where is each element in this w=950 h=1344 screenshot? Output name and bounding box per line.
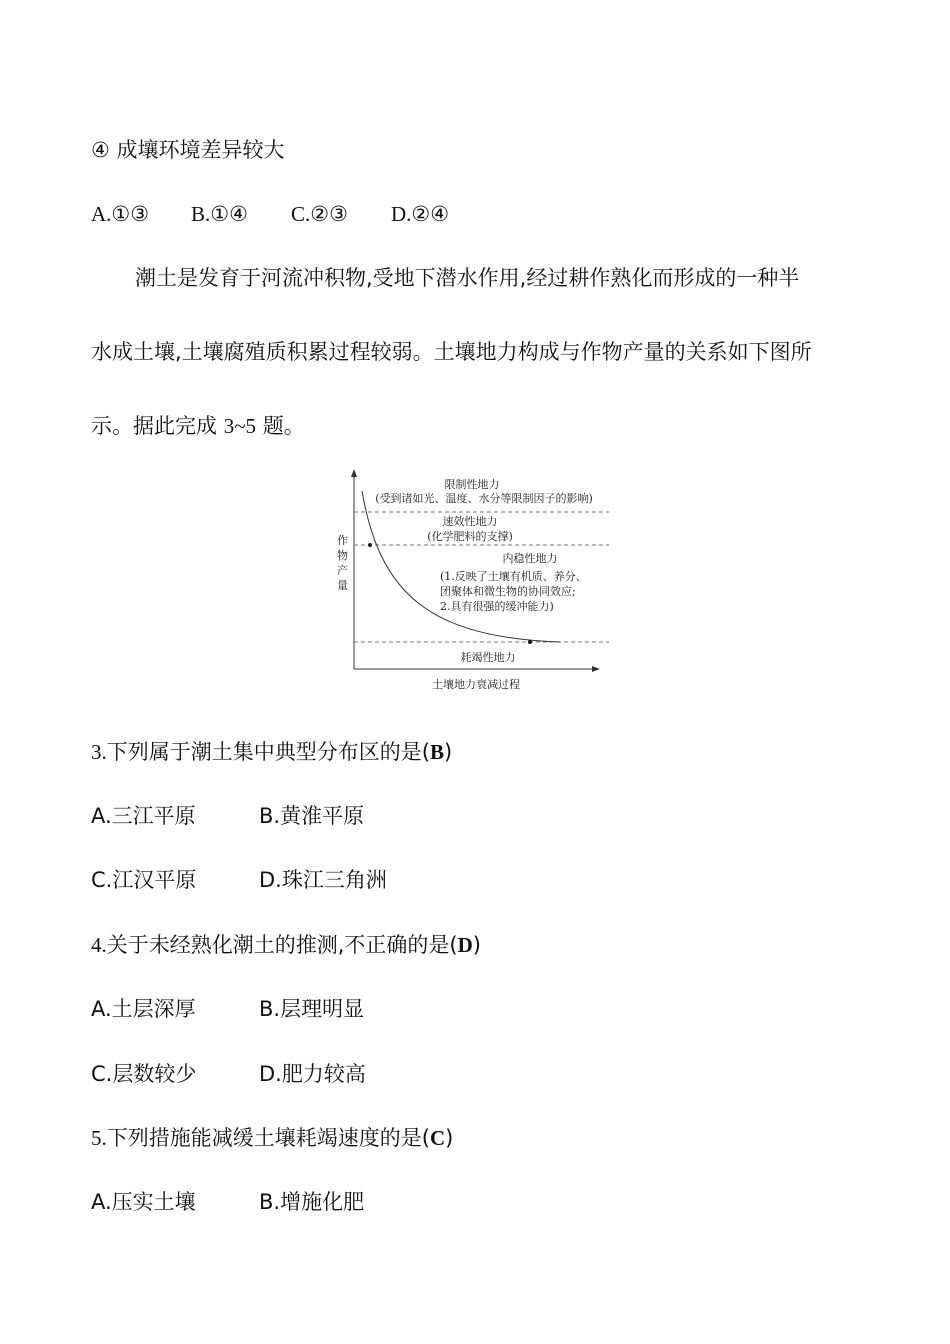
- q2-options: [91, 200, 449, 228]
- q2-option-c: C.②③: [291, 202, 348, 226]
- q4-answer: D: [457, 933, 473, 957]
- q3-answer: B: [429, 740, 444, 764]
- q5-option-a: A.压实土壤: [91, 1190, 196, 1214]
- q2-option-a: A.①③: [91, 202, 150, 226]
- y-label-char-3: 产: [337, 564, 348, 577]
- x-axis-arrow-icon: [592, 666, 600, 672]
- q3-options-row-2: [91, 866, 387, 894]
- curve-point-upper: [368, 543, 372, 547]
- q5-stem: 5.下列措施能减缓土壤耗竭速度的是(C): [91, 1126, 454, 1150]
- soil-fertility-figure: [330, 465, 620, 695]
- y-label-char-1: 作: [337, 534, 348, 547]
- zone-limiting-title: 限制性地力: [444, 478, 500, 491]
- figure-svg: [330, 465, 620, 695]
- zone-limiting-note: (受到诸如光、温度、水分等限制因子的影响): [375, 492, 593, 505]
- q3-options-row-1: [91, 802, 364, 830]
- yield-curve: [362, 491, 560, 642]
- q3-option-a: A.三江平原: [91, 804, 196, 828]
- q2-option-d: D.②④: [391, 202, 450, 226]
- q2-option-b: B.①④: [191, 202, 248, 226]
- x-axis-label: 土壤地力衰减过程: [432, 678, 520, 691]
- q4-option-b: B.层理明显: [259, 997, 365, 1021]
- q2-item4: ④ 成壤环境差异较大: [91, 138, 285, 162]
- zone-stable-note-2: 团聚体和微生物的协同效应;: [440, 585, 576, 598]
- zone-fast-acting-title: 速效性地力: [442, 515, 498, 528]
- q4-options-row-2: [91, 1060, 366, 1088]
- zone-stable-note-1: (1.反映了土壤有机质、养分、: [440, 570, 587, 583]
- passage-line-1: 潮土是发育于河流冲积物,受地下潜水作用,经过耕作熟化而形成的一种半: [135, 266, 800, 290]
- zone-stable-note-3: 2.具有很强的缓冲能力): [440, 600, 554, 613]
- q5-answer: C: [429, 1126, 446, 1150]
- q4-stem: 4.关于未经熟化潮土的推测,不正确的是(D): [91, 933, 481, 957]
- zone-fast-acting-note: (化学肥料的支撑): [427, 530, 513, 543]
- passage-line-2: 水成土壤,土壤腐殖质积累过程较弱。土壤地力构成与作物产量的关系如下图所: [91, 340, 812, 364]
- q4-option-c: C.层数较少: [91, 1062, 197, 1086]
- curve-point-lower: [528, 640, 532, 644]
- q5-option-b: B.增施化肥: [259, 1190, 365, 1214]
- q3-stem: 3.下列属于潮土集中典型分布区的是(B): [91, 740, 453, 764]
- passage-line-3: 示。据此完成 3~5 题。: [91, 414, 305, 438]
- q3-option-c: C.江汉平原: [91, 868, 197, 892]
- y-axis-arrow-icon: [351, 469, 357, 477]
- zone-exhausted-title: 耗竭性地力: [460, 651, 516, 664]
- y-label-char-4: 量: [337, 579, 348, 592]
- q3-option-d: D.珠江三角洲: [259, 868, 387, 892]
- q3-option-b: B.黄淮平原: [259, 804, 365, 828]
- q4-options-row-1: [91, 995, 364, 1023]
- q4-option-a: A.土层深厚: [91, 997, 196, 1021]
- y-label-char-2: 物: [337, 549, 348, 562]
- q5-options-row-1: [91, 1188, 364, 1216]
- zone-stable-title: 内稳性地力: [502, 552, 558, 565]
- q4-option-d: D.肥力较高: [259, 1062, 366, 1086]
